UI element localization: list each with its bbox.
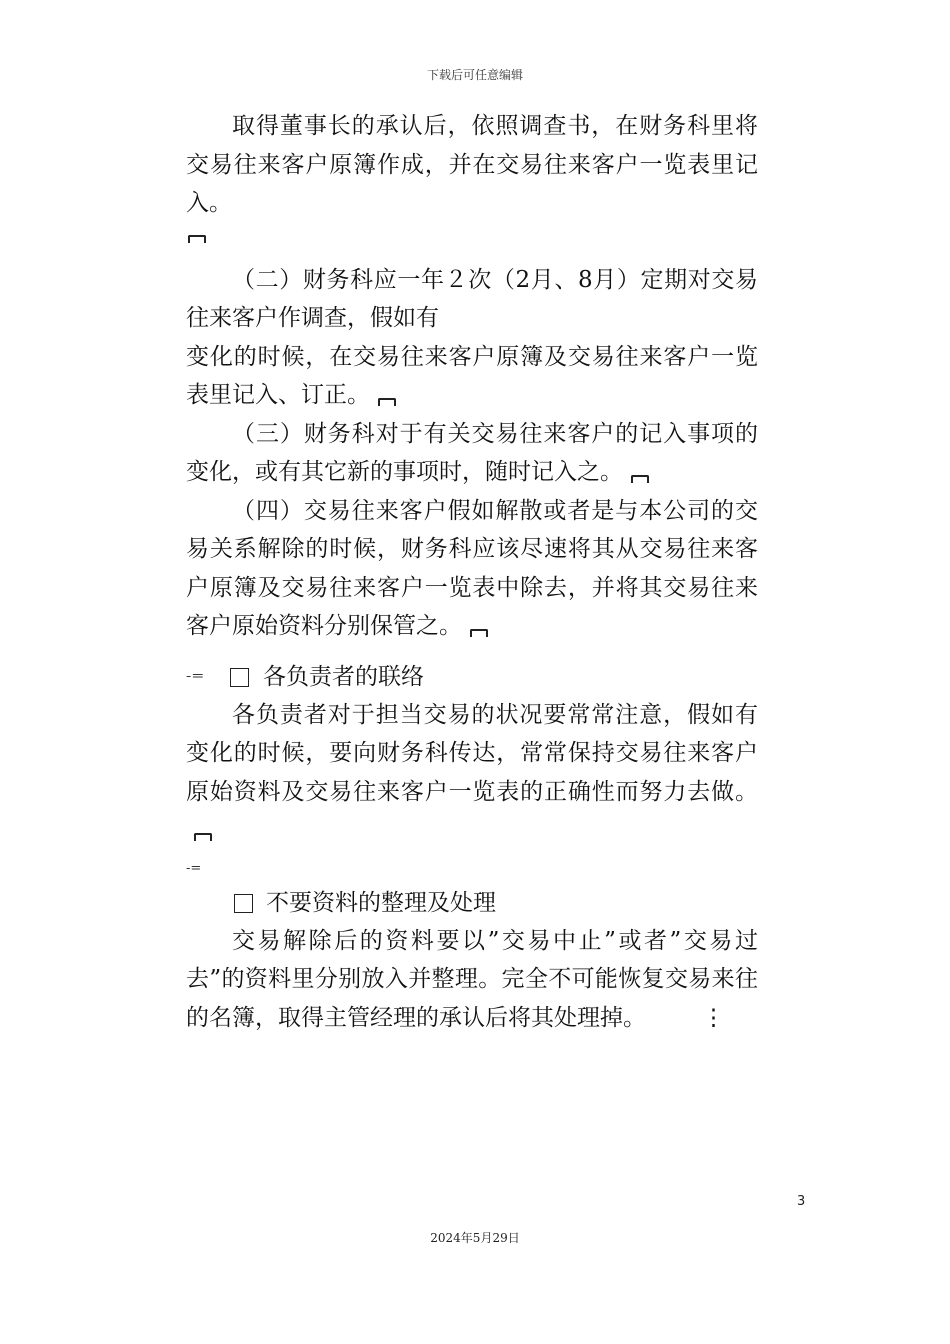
paragraph-5-text: 各负责者对于担当交易的状况要常常注意，假如有变化的时候，要向财务科传达，常常保持交易往来客户原始资料及交易往来客户一览表的正确性而努力去做。 [186, 701, 758, 805]
paragraph-5 [186, 696, 758, 850]
paragraph-mark-icon [188, 235, 206, 243]
section-title: 不要资料的整理及处理 [266, 889, 496, 916]
paragraph-1-text: 取得董事长的承认后，依照调查书，在财务科里将交易往来客户原簿作成，并在交易往来客户一览表里记入。 [186, 113, 758, 216]
section-bullet: -= [186, 860, 202, 876]
paragraph-6-text: 交易解除后的资料要以”交易中止”或者”交易过去”的资料里分别放入并整理。完全不可能恢复交易来往的名簿，取得主管经理的承认后将其处理掉。 [186, 927, 758, 1031]
paragraph-2a-text: （二）财务科应一年２次（2月、8月）定期对交易往来客户作调查，假如有 [186, 266, 758, 331]
paragraph-3-text: （三）财务科对于有关交易往来客户的记入事项的变化，或有其它新的事项时，随时记入之。 [186, 420, 758, 485]
section-title: 各负责者的联络 [263, 663, 424, 690]
section-bullet: -= [186, 668, 205, 684]
page-number: 3 [797, 1194, 806, 1209]
paragraph-mark-icon [378, 398, 396, 406]
checkbox-icon [230, 668, 249, 687]
paragraph-mark-icon [194, 833, 212, 841]
paragraph-2b-text: 变化的时候，在交易往来客户原簿及交易往来客户一览表里记入、订正。 [186, 343, 758, 408]
page-header: 下载后可任意编辑 [426, 68, 523, 82]
paragraph-mark-row [186, 223, 758, 257]
ellipsis-mark: ⋮ [702, 1004, 725, 1031]
paragraph-mark-icon [631, 475, 649, 483]
paragraph-3 [186, 415, 758, 492]
document-body [186, 107, 758, 1037]
paragraph-2b [186, 338, 758, 415]
paragraph-4 [186, 492, 758, 646]
paragraph-6 [186, 922, 758, 1038]
checkbox-icon [234, 894, 253, 913]
section-heading-liaison [186, 658, 758, 696]
paragraph-2a [186, 261, 758, 338]
page-footer-date: 2024年5月29日 [430, 1231, 520, 1245]
paragraph-mark-icon [470, 629, 488, 637]
paragraph-1 [186, 107, 758, 223]
section-heading-disposal [186, 884, 758, 922]
paragraph-4-text: （四）交易往来客户假如解散或者是与本公司的交易关系解除的时候，财务科应该尽速将其从交易往来客户原簿及交易往来客户一览表中除去，并将其交易往来客户原始资料分别保管之。 [186, 497, 758, 639]
